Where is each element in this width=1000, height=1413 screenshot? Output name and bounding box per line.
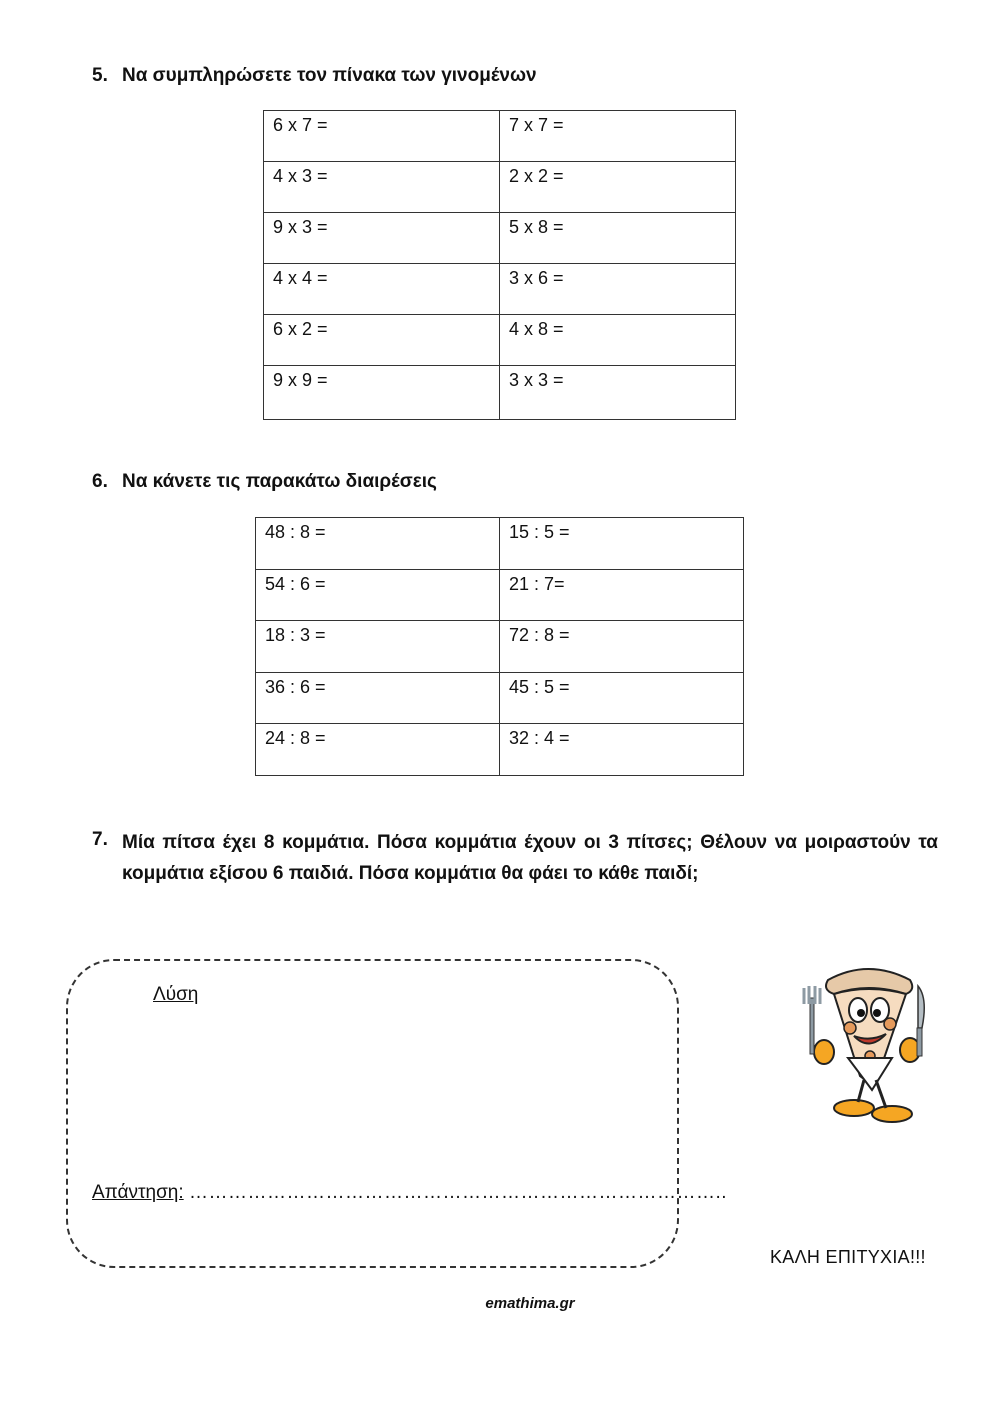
table-cell[interactable]: 3 x 3 = [500, 366, 736, 420]
table-row [264, 111, 736, 162]
question-7-number: 7. [92, 829, 108, 850]
table-cell[interactable]: 2 x 2 = [500, 162, 736, 213]
question-5-title [92, 63, 537, 89]
question-5-number: 5. [92, 65, 108, 86]
table-cell[interactable]: 5 x 8 = [500, 213, 736, 264]
table-cell[interactable]: 6 x 7 = [264, 111, 500, 162]
table-row [264, 162, 736, 213]
table-cell[interactable]: 18 : 3 = [256, 621, 500, 673]
question-7 [92, 827, 938, 889]
table-cell[interactable]: 45 : 5 = [500, 672, 744, 724]
table-cell[interactable]: 7 x 7 = [500, 111, 736, 162]
solution-label: Λύση [153, 984, 199, 1005]
table-cell[interactable]: 15 : 5 = [500, 518, 744, 570]
table-row [256, 724, 744, 776]
products-table [263, 110, 736, 420]
divisions-table [255, 517, 744, 776]
good-luck-text: ΚΑΛΗ ΕΠΙΤΥΧΙΑ!!! [770, 1247, 926, 1267]
table-row [256, 621, 744, 673]
table-row [264, 264, 736, 315]
table-row [264, 366, 736, 420]
table-cell[interactable]: 21 : 7= [500, 569, 744, 621]
table-row [264, 213, 736, 264]
table-row [256, 518, 744, 570]
table-cell[interactable]: 9 x 9 = [264, 366, 500, 420]
answer-row [92, 1182, 727, 1204]
table-row [256, 672, 744, 724]
table-cell[interactable]: 32 : 4 = [500, 724, 744, 776]
footer-site-name: emathima.gr [485, 1295, 575, 1312]
question-6-text: Να κάνετε τις παρακάτω διαιρέσεις [122, 471, 437, 492]
table-cell[interactable]: 48 : 8 = [256, 518, 500, 570]
table-cell[interactable]: 4 x 8 = [500, 315, 736, 366]
answer-dotted-line[interactable]: ……………………………………………………………………….. [188, 1182, 727, 1203]
answer-label: Απάντηση: [92, 1182, 184, 1203]
question-5-text: Να συμπληρώσετε τον πίνακα των γινομένων [122, 65, 537, 86]
pizza-mascot-illustration [798, 958, 940, 1128]
table-row [264, 315, 736, 366]
table-cell[interactable]: 6 x 2 = [264, 315, 500, 366]
table-cell[interactable]: 4 x 4 = [264, 264, 500, 315]
table-cell[interactable]: 24 : 8 = [256, 724, 500, 776]
table-row [256, 569, 744, 621]
table-cell[interactable]: 36 : 6 = [256, 672, 500, 724]
question-6-title [92, 469, 437, 495]
table-cell[interactable]: 72 : 8 = [500, 621, 744, 673]
table-cell[interactable]: 3 x 6 = [500, 264, 736, 315]
question-7-text: Μία πίτσα έχει 8 κομμάτια. Πόσα κομμάτια έχουν οι 3 πίτσες; Θέλουν να μοιραστούν τα κομμάτια εξίσου 6 παιδιά. Πόσα κομμάτια θα φάει το κάθε παιδί; [122, 832, 938, 884]
table-cell[interactable]: 4 x 3 = [264, 162, 500, 213]
question-6-number: 6. [92, 471, 108, 492]
table-cell[interactable]: 9 x 3 = [264, 213, 500, 264]
table-cell[interactable]: 54 : 6 = [256, 569, 500, 621]
